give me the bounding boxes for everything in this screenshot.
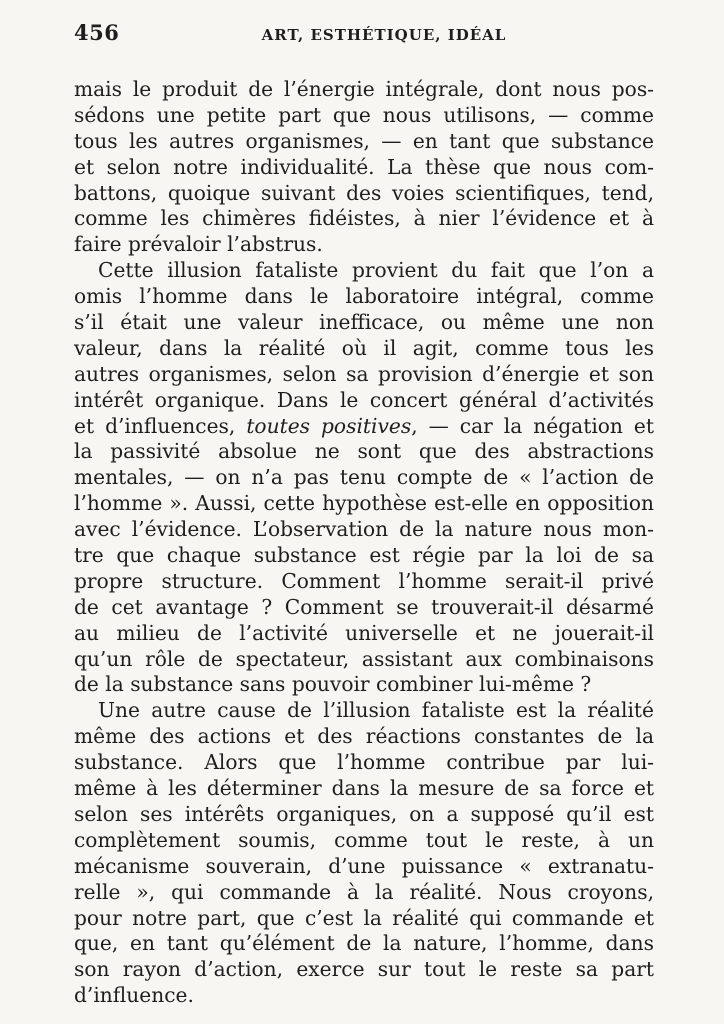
text-line: faire prévaloir l’abstrus. [74, 232, 323, 257]
text-line: mécanisme souverain, d’une puissance « extranatu- [74, 853, 654, 878]
text-line: que, en tant qu’élément de la nature, l’homme, dans [74, 931, 654, 956]
text-line: au milieu de l’activité universelle et ne jouerait-il [74, 620, 654, 645]
text-line: l’homme ». Aussi, cette hypothèse est-elle en opposition [74, 491, 654, 516]
text-line: propre structure. Comment l’homme serait-il privé [74, 568, 654, 593]
text-line: sédons une petite part que nous utilisons, — comme [74, 102, 654, 127]
text-line: son rayon d’action, exerce sur tout le reste sa part [74, 957, 654, 982]
text-line: tous les autres organismes, — en tant que substance [74, 128, 654, 153]
paragraph-start-line: Une autre cause de l’illusion fataliste est la réalité [98, 698, 654, 723]
text-line: battons, quoique suivant des voies scientifiques, tend, [74, 180, 654, 205]
text-line: substance. Alors que l’homme contribue par lui- [74, 750, 654, 775]
text-line: tre que chaque substance est régie par la loi de sa [74, 543, 654, 568]
text-line: omis l’homme dans le laboratoire intégral, comme [74, 284, 654, 309]
text-line: mais le produit de l’énergie intégrale, dont nous pos- [74, 77, 654, 101]
text-segment: et d’influences, [74, 413, 247, 438]
text-line: s’il était une valeur inefficace, ou même une non [74, 310, 654, 335]
text-line: complètement soumis, comme tout le reste, à un [74, 827, 654, 852]
page-number: 456 [74, 20, 120, 45]
text-line: d’influence. [74, 983, 194, 1008]
text-line: intérêt organique. Dans le concert général d’activités [74, 387, 654, 412]
text-line: valeur, dans la réalité où il agit, comme tous les [74, 335, 654, 360]
running-head: ART, ESTHÉTIQUE, IDÉAL [261, 26, 507, 44]
text-line: qu’un rôle de spectateur, assistant aux combinaisons [74, 646, 654, 671]
text-line: avec l’évidence. L’observation de la nature nous mon- [74, 517, 654, 542]
text-line: mentales, — on n’a pas tenu compte de « l’action de [74, 465, 654, 490]
text-line: de cet avantage ? Comment se trouverait-il désarmé [74, 594, 654, 619]
text-line-with-italic [74, 414, 654, 440]
text-line: de la substance sans pouvoir combiner lui-même ? [74, 672, 592, 697]
text-line: la passivité absolue ne sont que des abstractions [74, 439, 654, 464]
text-line: même à les déterminer dans la mesure de sa force et [74, 776, 654, 801]
text-line: comme les chimères fidéistes, à nier l’évidence et à [74, 206, 654, 231]
paragraph-start-line: Cette illusion fataliste provient du fait que l’on a [98, 258, 654, 283]
text-line: et selon notre individualité. La thèse que nous com- [74, 154, 654, 179]
text-line: même des actions et des réactions constantes de la [74, 724, 654, 749]
text-segment: , — car la négation et [411, 413, 654, 438]
text-line: autres organismes, selon sa provision d’énergie et son [74, 361, 654, 386]
text-line: pour notre part, que c’est la réalité qui commande et [74, 905, 654, 930]
page-header [74, 20, 654, 50]
italic-phrase: toutes positives [246, 413, 412, 438]
text-line: relle », qui commande à la réalité. Nous croyons, [74, 879, 654, 904]
body-text [74, 77, 654, 1009]
text-line: selon ses intérêts organiques, on a supposé qu’il est [74, 801, 654, 826]
